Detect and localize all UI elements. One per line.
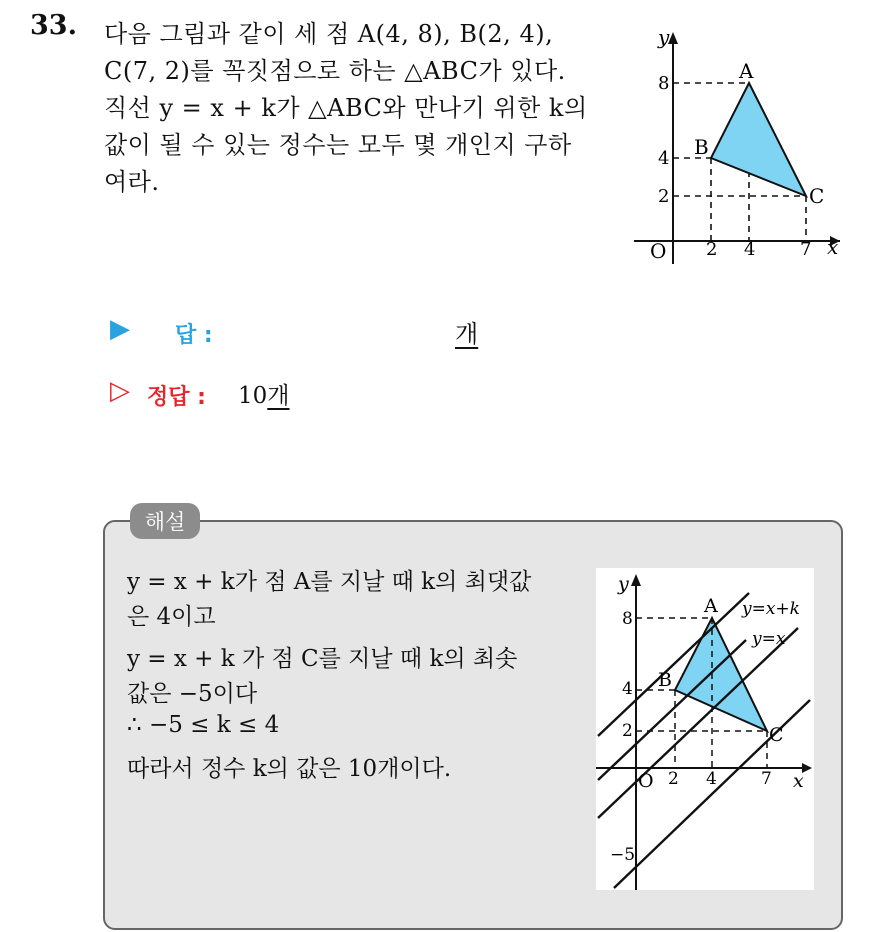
x-axis-label: x — [827, 235, 839, 259]
correct-value — [238, 377, 290, 410]
point-a-label: A — [739, 59, 754, 83]
outline-triangle-icon: ▷ — [110, 376, 130, 406]
point-b-label: B — [658, 669, 672, 691]
solution-graph — [596, 568, 814, 890]
point-b-label: B — [694, 135, 709, 159]
problem-line-4: 값이 될 수 있는 정수는 모두 몇 개인지 구하 — [104, 131, 572, 159]
x-tick-2: 2 — [668, 769, 679, 789]
play-triangle-icon: ▶ — [110, 314, 130, 344]
y-tick-8: 8 — [622, 609, 633, 629]
y-tick-2: 2 — [658, 186, 670, 207]
y-axis-arrow — [668, 32, 678, 44]
problem-line-3: 직선 y = x + k가 △ABC와 만나기 위한 k의 — [104, 94, 588, 122]
problem-line-1: 다음 그림과 같이 세 점 A(4, 8), B(2, 4), — [104, 20, 554, 48]
answer-label: 답 : — [175, 323, 213, 348]
point-c-label: C — [769, 724, 784, 746]
answer-unit: 개 — [455, 320, 479, 348]
point-c-label: C — [809, 184, 825, 208]
x-tick-7: 7 — [800, 239, 812, 260]
y-tick-4: 4 — [658, 148, 670, 169]
x-tick-7: 7 — [761, 769, 772, 789]
x-tick-4: 4 — [706, 769, 717, 789]
point-a-label: A — [704, 595, 718, 617]
y-axis-label: y — [618, 573, 629, 595]
solution-line-3: y = x + k 가 점 C를 지날 때 k의 최솟 — [127, 646, 518, 672]
y-tick-2: 2 — [622, 721, 633, 741]
solution-line-4: 값은 −5이다 — [127, 681, 258, 707]
line-label-y-x-k: y=x+k — [742, 599, 800, 619]
x-tick-2: 2 — [706, 239, 718, 260]
problem-line-5: 여라. — [104, 168, 160, 196]
y-tick-4: 4 — [622, 679, 633, 699]
correct-label: 정답 : — [147, 385, 206, 410]
line-label-y-x: y=x — [752, 629, 786, 649]
y-axis-label: y — [658, 26, 670, 49]
answer-row — [110, 314, 130, 344]
solution-line-1: y = x + k가 점 A를 지날 때 k의 최댓값 — [127, 569, 532, 595]
solution-line-2: 은 4이고 — [127, 604, 216, 630]
x-axis-label: x — [793, 770, 804, 792]
x-tick-4: 4 — [744, 239, 756, 260]
problem-line-2: C(7, 2)를 꼭짓점으로 하는 △ABC가 있다. — [104, 57, 566, 85]
solution-line-6: 따라서 정수 k의 값은 10개이다. — [127, 756, 452, 782]
problem-graph — [628, 26, 848, 266]
triangle-abc — [711, 83, 806, 196]
origin-label: O — [650, 239, 667, 263]
solution-line-5: ∴ −5 ≤ k ≤ 4 — [127, 712, 280, 738]
correct-unit: 개 — [267, 383, 290, 409]
problem-number: 33. — [30, 10, 77, 41]
correct-number: 10 — [238, 383, 268, 409]
y-tick-8: 8 — [658, 73, 670, 94]
solution-tab: 해설 — [130, 503, 200, 539]
y-tick-neg5: −5 — [610, 845, 636, 865]
origin-label: O — [638, 770, 654, 792]
